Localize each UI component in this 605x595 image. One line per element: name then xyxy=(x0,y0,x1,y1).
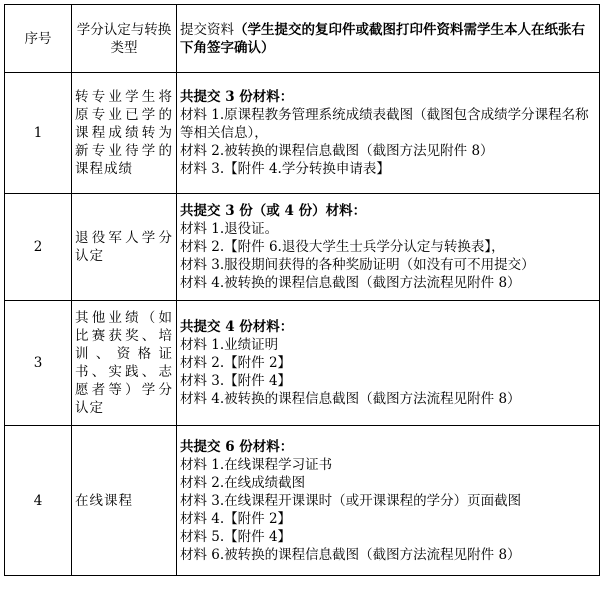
row-number: 1 xyxy=(5,73,72,194)
material-item: 材料 3.在线课程开课课时（或开课课程的学分）页面截图 xyxy=(180,492,522,509)
materials-title: 共提交 3 份（或 4 份）材料： xyxy=(180,203,367,219)
header-materials-prefix: 提交资料 xyxy=(180,21,234,38)
material-item: 材料 1.退役证。 xyxy=(180,221,279,237)
material-item: 材料 3.【附件 4.学分转换申请表】 xyxy=(180,161,390,177)
material-item: 材料 3.【附件 4】 xyxy=(180,373,292,389)
material-item: 材料 1.原课程教务管理系统成绩表截图（截图包含成绩学分课程名称等相关信息）， xyxy=(180,107,589,141)
material-item: 材料 6.被转换的课程信息截图（截图方法流程见附件 8） xyxy=(180,546,521,563)
row-type: 在线课程 xyxy=(72,426,177,576)
table-row xyxy=(5,194,600,301)
material-item: 材料 2.【附件 2】 xyxy=(180,355,292,371)
material-item: 材料 4.【附件 2】 xyxy=(180,510,292,527)
header-materials xyxy=(177,5,600,73)
material-item: 材料 4.被转换的课程信息截图（截图方法流程见附件 8） xyxy=(180,391,521,407)
header-type: 学分认定与转换类型 xyxy=(72,5,177,73)
row-number: 4 xyxy=(5,426,72,576)
material-item: 材料 3.服役期间获得的各种奖励证明（如没有可不用提交） xyxy=(180,257,535,273)
material-item: 材料 4.被转换的课程信息截图（截图方法流程见附件 8） xyxy=(180,275,521,291)
material-item: 材料 2.【附件 6.退役大学生士兵学分认定与转换表】， xyxy=(180,239,505,255)
row-materials xyxy=(177,194,600,301)
row-materials xyxy=(177,426,600,576)
materials-title: 共提交 6 份材料： xyxy=(180,438,294,455)
row-type: 其他业绩（如比赛获奖、培训、资格证书、实践、志愿者等）学分认定 xyxy=(72,301,177,426)
material-item: 材料 5.【附件 4】 xyxy=(180,528,292,545)
row-type: 退役军人学分认定 xyxy=(72,194,177,301)
row-number: 3 xyxy=(5,301,72,426)
header-materials-note: （学生提交的复印件或截图打印件资料需学生本人在纸张右下角签字确认） xyxy=(180,21,585,56)
row-type: 转专业学生将原专业已学的课程成绩转为新专业待学的课程成绩 xyxy=(72,73,177,194)
materials-title: 共提交 3 份材料： xyxy=(180,89,294,105)
table-row xyxy=(5,426,600,576)
table-header-row xyxy=(5,5,600,73)
material-item: 材料 2.在线成绩截图 xyxy=(180,474,306,491)
header-no: 序号 xyxy=(5,5,72,73)
row-number: 2 xyxy=(5,194,72,301)
credit-conversion-table xyxy=(4,4,600,576)
materials-title: 共提交 4 份材料： xyxy=(180,319,294,335)
material-item: 材料 1.业绩证明 xyxy=(180,337,279,353)
row-materials xyxy=(177,73,600,194)
material-item: 材料 1.在线课程学习证书 xyxy=(180,456,333,473)
table-row xyxy=(5,301,600,426)
row-materials xyxy=(177,301,600,426)
material-item: 材料 2.被转换的课程信息截图（截图方法见附件 8） xyxy=(180,143,494,159)
table-row xyxy=(5,73,600,194)
